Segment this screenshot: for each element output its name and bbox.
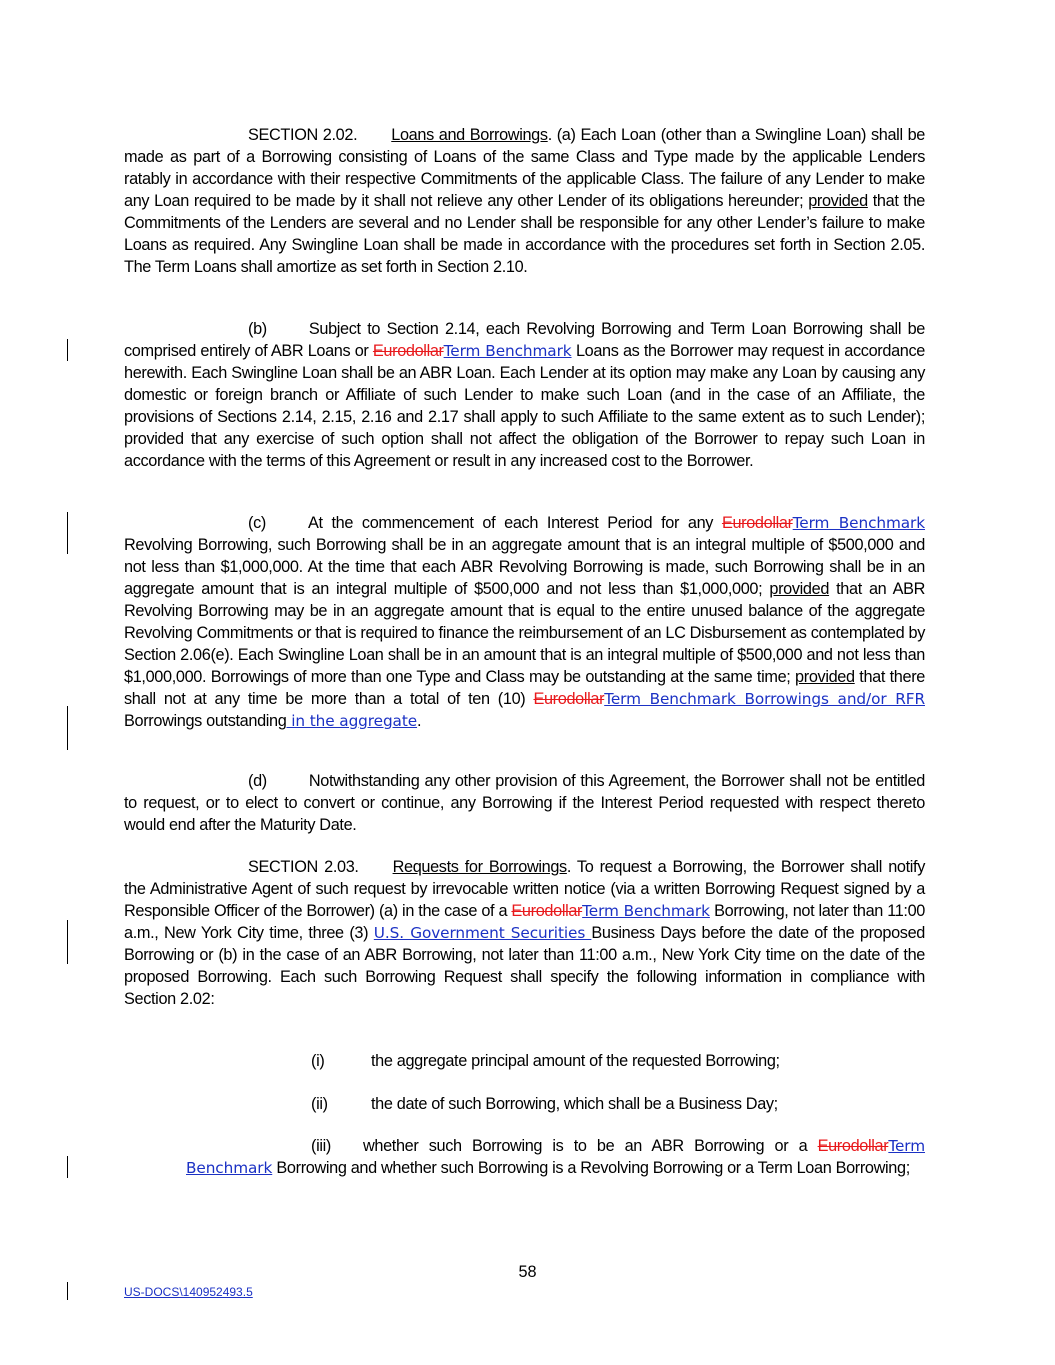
inserted-text: Term Benchmark	[443, 342, 572, 360]
paragraph-b: (b) Subject to Section 2.14, each Revolving Borrowing and Term Loan Borrowing shall be comprised entirely of ABR Loans or EurodollarTerm Benchmark Loans as the Borrower may request in accordance herewith. Each Swingline Loan shall be an ABR Loan. Each Lender at its option may make any Loan by causing any domestic or foreign branch or Affiliate of such Lender to make such Loan (and in the case of an Affiliate, the provisions of Sections 2.14, 2.15, 2.16 and 2.17 shall apply to such Affiliate to the same extent as to such Lender); provided that any exercise of such option shall not affect the obligation of the Borrower to repay such Loan in accordance with the terms of this Agreement or result in any increased cost to the Borrower.	[124, 320, 925, 470]
change-bar	[67, 512, 68, 554]
list-item-text: the aggregate principal amount of the requested Borrowing;	[371, 1052, 780, 1070]
document-id: US-DOCS\140952493.5	[124, 1285, 253, 1299]
inserted-text: Term Benchmark	[792, 514, 926, 532]
change-bar	[67, 1282, 68, 1300]
paragraph-c: (c) At the commencement of each Interest Period for any EurodollarTerm Benchmark Revolving Borrowing, such Borrowing shall be in an aggregate amount that is an integral multiple of $500,000 and not less than $1,000,000. At the time that each ABR Revolving Borrowing is made, such Borrowing shall be in an aggregate amount that is an integral multiple of $500,000 and not less than $1,000,000; provided that an ABR Revolving Borrowing may be in an aggregate amount that is equal to the entire unused balance of the aggregate Revolving Commitments or that is required to finance the reimbursement of an LC Disbursement as contemplated by Section 2.06(e). Each Swingline Loan shall be in an amount that is an integral multiple of $500,000 and not less than $1,000,000. Borrowings of more than one Type and Class may be outstanding at the same time; provided that there shall not at any time be more than a total of ten (10) EurodollarTerm Benchmark Borrowings and/or RFR Borrowings outstanding in the aggregate.	[124, 514, 926, 730]
change-bar	[67, 339, 68, 361]
clause-label: (i)	[311, 1052, 325, 1070]
list-item-text: the date of such Borrowing, which shall be a Business Day;	[371, 1095, 778, 1113]
section-heading: SECTION 2.02.	[248, 126, 358, 144]
clause-label: (b)	[248, 320, 267, 338]
section-heading: SECTION 2.03.	[248, 858, 359, 876]
inserted-text: Term Benchmark	[582, 902, 710, 920]
clause-label: (d)	[248, 772, 267, 790]
change-bar	[67, 920, 68, 964]
change-bar	[67, 1156, 68, 1178]
deleted-text: Eurodollar	[533, 690, 605, 708]
deleted-text: Eurodollar	[817, 1137, 889, 1155]
inserted-text: Term Benchmark	[186, 1137, 925, 1177]
list-item	[311, 1093, 328, 1115]
inserted-text: U.S. Government Securities	[373, 924, 592, 942]
section-2-02-paragraph-a: SECTION 2.02. Loans and Borrowings. (a) Each Loan (other than a Swingline Loan) shall be made as part of a Borrowing consisting of Loans of the same Class and Type made by the applicable Lenders ratably in accordance with their respective Commitments of the applicable Class. The failure of any Lender to make any Loan required to be made by it shall not relieve any other Lender of its obligations hereunder; provided that the Commitments of the Lenders are several and no Lender shall be responsible for any other Lender’s failure to make Loans as required. Any Swingline Loan shall be made in accordance with the procedures set forth in Section 2.05. The Term Loans shall amortize as set forth in Section 2.10.	[124, 126, 925, 276]
inserted-text: Term Benchmark Borrowings and/or RFR	[604, 690, 925, 708]
deleted-text: Eurodollar	[721, 514, 793, 532]
paragraph-d: (d) Notwithstanding any other provision of this Agreement, the Borrower shall not be entitled to request, or to elect to convert or continue, any Borrowing if the Interest Period requested with respect thereto would end after the Maturity Date.	[124, 772, 925, 834]
deleted-text: Eurodollar	[372, 342, 444, 360]
clause-label: (iii)	[311, 1137, 331, 1155]
list-item	[311, 1050, 324, 1072]
clause-label: (ii)	[311, 1095, 328, 1113]
change-bar	[67, 706, 68, 750]
list-item-iii: (iii) whether such Borrowing is to be an ABR Borrowing or a EurodollarTerm Benchmark Borrowing and whether such Borrowing is a Revolving Borrowing or a Term Loan Borrowing;	[186, 1137, 925, 1177]
deleted-text: Eurodollar	[511, 902, 583, 920]
page-number: 58	[518, 1263, 537, 1281]
section-2-03-paragraph: SECTION 2.03. Requests for Borrowings. To request a Borrowing, the Borrower shall notify the Administrative Agent of such request by irrevocable written notice (via a written Borrowing Request signed by a Responsible Officer of the Borrower) (a) in the case of a EurodollarTerm Benchmark Borrowing, not later than 11:00 a.m., New York City time, three (3) U.S. Government Securities Business Days before the date of the proposed Borrowing or (b) in the case of an ABR Borrowing, not later than 11:00 a.m., New York City time on the date of the proposed Borrowing. Each such Borrowing Request shall specify the following information in compliance with Section 2.02:	[124, 858, 926, 1008]
section-title: Loans and Borrowings	[391, 126, 548, 144]
clause-label: (c)	[248, 514, 266, 532]
section-title: Requests for Borrowings	[392, 858, 567, 876]
inserted-text: in the aggregate	[286, 712, 418, 730]
